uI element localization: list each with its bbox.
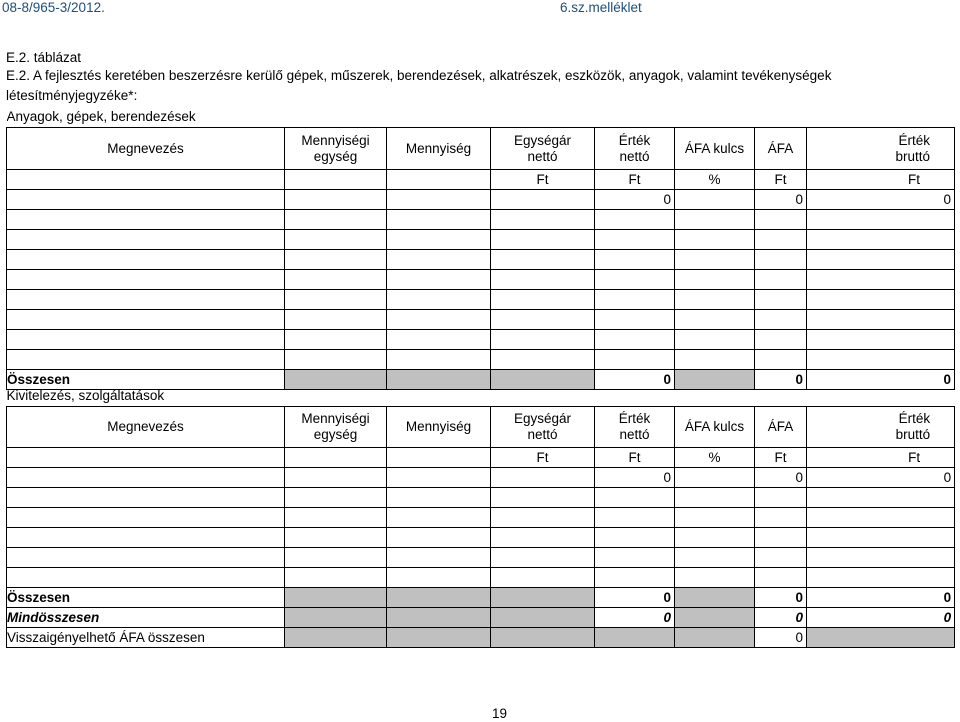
unit-ft: Ft — [807, 170, 955, 190]
unit-ft: Ft — [491, 448, 595, 468]
table-row — [7, 330, 955, 350]
grand-total-label: Mindösszesen — [7, 608, 285, 628]
table-header-row — [7, 128, 955, 170]
table-row — [7, 488, 955, 508]
col-header-unit-price-line2: nettó — [527, 148, 558, 164]
annex-label: 6.sz.melléklet — [560, 0, 642, 15]
row-gross-value: 0 — [807, 190, 955, 210]
total-label: Összesen — [7, 588, 285, 608]
col-header-vat-rate: ÁFA kulcs — [675, 128, 755, 170]
col-header-vat: ÁFA — [755, 407, 807, 448]
col-header-gross-line1: Érték — [898, 132, 931, 148]
table-row — [7, 250, 955, 270]
unit-ft: Ft — [595, 448, 675, 468]
table-row — [7, 190, 955, 210]
row-net-value: 0 — [595, 190, 675, 210]
col-header-unit — [285, 128, 387, 170]
col-header-net-line2: nettó — [619, 148, 650, 164]
unit-ft: Ft — [595, 170, 675, 190]
col-header-unit-price-line1: Egységár — [513, 132, 572, 148]
col-header-vat-rate: ÁFA kulcs — [675, 407, 755, 448]
total-gross: 0 — [807, 370, 955, 390]
table-row — [7, 210, 955, 230]
reclaimable-vat-label: Visszaigényelhető ÁFA összesen — [7, 628, 285, 648]
col-header-net-line1: Érték — [618, 411, 651, 426]
materials-table — [6, 107, 955, 390]
unit-ft: Ft — [755, 448, 807, 468]
total-vat: 0 — [755, 370, 807, 390]
unit-pct: % — [675, 448, 755, 468]
total-label: Összesen — [7, 370, 285, 390]
document-number: 08-8/965-3/2012. — [2, 0, 105, 15]
section-title-services: Kivitelezés, szolgáltatások — [6, 388, 165, 403]
col-header-unit-line1: Mennyiségi — [301, 411, 370, 426]
col-header-gross — [807, 128, 955, 170]
units-row — [7, 448, 955, 468]
row-gross-value: 0 — [807, 468, 955, 488]
col-header-unit-line1: Mennyiségi — [301, 132, 370, 148]
total-row — [7, 588, 955, 608]
col-header-unit-price — [491, 407, 595, 448]
grand-total-row — [7, 608, 955, 628]
col-header-gross — [807, 407, 955, 448]
table-row — [7, 270, 955, 290]
grand-total-net: 0 — [595, 608, 675, 628]
table-row — [7, 468, 955, 488]
total-net: 0 — [595, 370, 675, 390]
col-header-unit-line2: egység — [313, 427, 358, 442]
table-label: E.2. táblázat — [6, 50, 82, 65]
total-vat: 0 — [755, 588, 807, 608]
unit-ft: Ft — [807, 448, 955, 468]
col-header-qty: Mennyiség — [387, 128, 491, 170]
unit-ft: Ft — [755, 170, 807, 190]
table-row — [7, 568, 955, 588]
grand-total-vat: 0 — [755, 608, 807, 628]
reclaimable-vat-row — [7, 628, 955, 648]
col-header-unit-price-line2: nettó — [527, 427, 558, 442]
table-title-continued: létesítményjegyzéke*: — [6, 88, 138, 103]
col-header-vat: ÁFA — [755, 128, 807, 170]
unit-ft: Ft — [491, 170, 595, 190]
grand-total-gross: 0 — [807, 608, 955, 628]
col-header-unit-price-line1: Egységár — [513, 411, 572, 426]
table-title: E.2. A fejlesztés keretében beszerzésre kerülő gépek, műszerek, berendezések, alkatrészek, eszközök, anyagok, valamint tevékenységek — [6, 68, 832, 83]
col-header-gross-line1: Érték — [898, 411, 931, 426]
page-number: 19 — [492, 706, 508, 721]
col-header-unit-line2: egység — [313, 148, 358, 164]
col-header-gross-line2: bruttó — [895, 427, 931, 442]
col-header-gross-line2: bruttó — [895, 148, 931, 164]
col-header-net — [595, 407, 675, 448]
units-row — [7, 170, 955, 190]
total-gross: 0 — [807, 588, 955, 608]
col-header-name: Megnevezés — [7, 128, 285, 170]
total-net: 0 — [595, 588, 675, 608]
col-header-qty: Mennyiség — [387, 407, 491, 448]
table-row — [7, 548, 955, 568]
services-table — [6, 386, 955, 648]
row-vat-value: 0 — [755, 190, 807, 210]
col-header-net — [595, 128, 675, 170]
table-row — [7, 290, 955, 310]
section-title-materials: Anyagok, gépek, berendezések — [6, 109, 196, 124]
col-header-net-line2: nettó — [619, 427, 650, 442]
row-vat-value: 0 — [755, 468, 807, 488]
col-header-unit-price — [491, 128, 595, 170]
table-row — [7, 350, 955, 370]
table-row — [7, 508, 955, 528]
row-net-value: 0 — [595, 468, 675, 488]
unit-pct: % — [675, 170, 755, 190]
col-header-net-line1: Érték — [618, 132, 651, 148]
table-row — [7, 310, 955, 330]
col-header-unit — [285, 407, 387, 448]
table-row — [7, 528, 955, 548]
reclaimable-vat-value: 0 — [755, 628, 807, 648]
table-header-row — [7, 407, 955, 448]
col-header-name: Megnevezés — [7, 407, 285, 448]
table-row — [7, 230, 955, 250]
